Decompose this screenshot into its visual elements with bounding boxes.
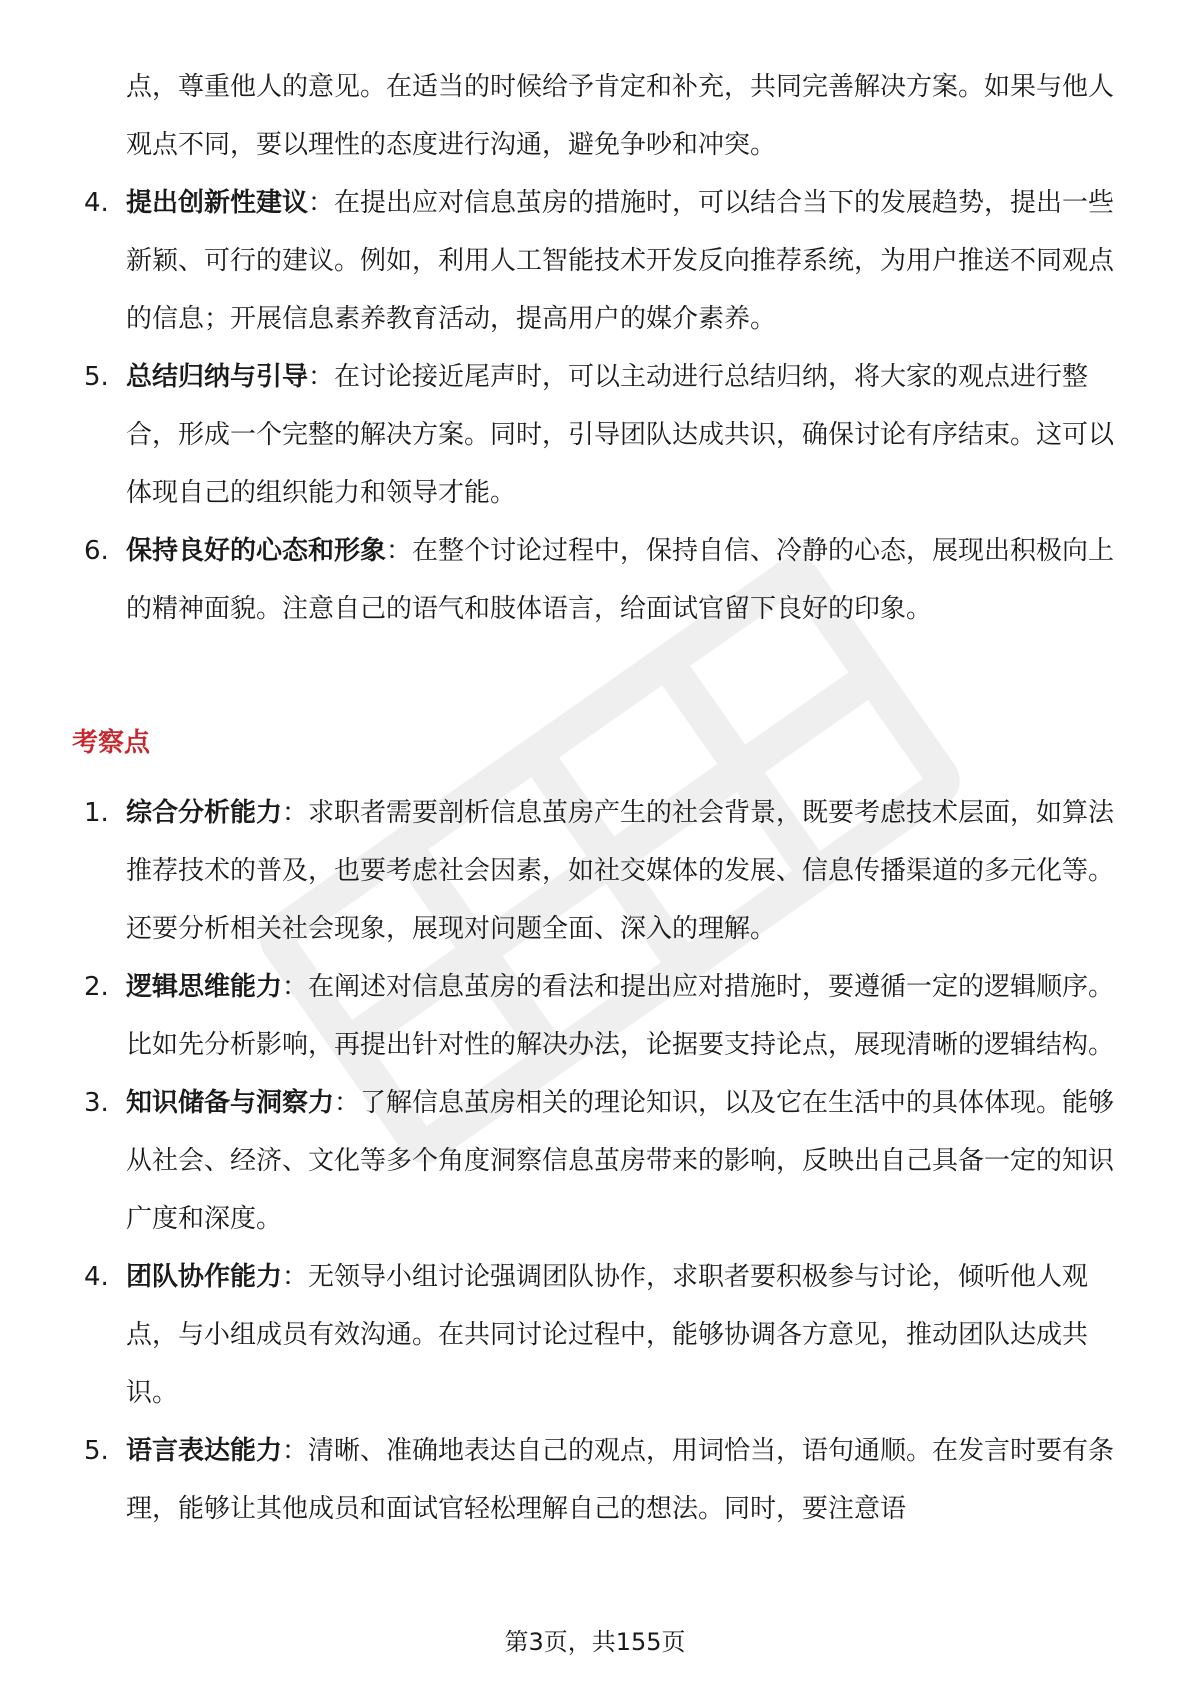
suggestions-list	[0, 174, 1116, 638]
item-number: 3.	[84, 1088, 109, 1118]
item-number: 5.	[84, 1436, 109, 1466]
item-number: 1.	[84, 798, 109, 828]
item-term: 知识储备与洞察力	[126, 1088, 335, 1118]
item-text: ：求职者需要剖析信息茧房产生的社会背景，既要考虑技术层面，如算法推荐技术的普及，也要考虑社会因素，如社交媒体的发展、信息传播渠道的多元化等。还要分析相关社会现象，展现对问题全面、深入的理解。	[126, 798, 1115, 944]
item-number: 4.	[84, 188, 109, 218]
list-item	[0, 174, 1116, 348]
item-term: 综合分析能力	[126, 798, 283, 828]
item-text: ：在阐述对信息茧房的看法和提出应对措施时，要遵循一定的逻辑顺序。比如先分析影响，再提出针对性的解决办法，论据要支持论点，展现清晰的逻辑结构。	[126, 972, 1115, 1060]
continuation-paragraph: 点，尊重他人的意见。在适当的时候给予肯定和补充，共同完善解决方案。如果与他人观点不同，要以理性的态度进行沟通，避免争吵和冲突。	[126, 72, 1115, 160]
item-text: ：了解信息茧房相关的理论知识，以及它在生活中的具体体现。能够从社会、经济、文化等多个角度洞察信息茧房带来的影响，反映出自己具备一定的知识广度和深度。	[126, 1088, 1115, 1234]
list-item	[0, 1248, 1116, 1422]
item-term: 逻辑思维能力	[126, 972, 283, 1002]
item-number: 6.	[84, 536, 109, 566]
assessment-points-list	[0, 784, 1116, 1538]
list-item	[0, 348, 1116, 522]
section-heading: 考察点	[72, 728, 151, 758]
item-text: ：清晰、准确地表达自己的观点，用词恰当，语句通顺。在发言时要有条理，能够让其他成员和面试官轻松理解自己的想法。同时，要注意语	[126, 1436, 1115, 1524]
list-item	[0, 784, 1116, 958]
page-number: 第3页，共155页	[504, 1628, 686, 1656]
item-text: ：在提出应对信息茧房的措施时，可以结合当下的发展趋势，提出一些新颖、可行的建议。例如，利用人工智能技术开发反向推荐系统，为用户推送不同观点的信息；开展信息素养教育活动，提高用户的媒介素养。	[126, 188, 1115, 334]
item-term: 提出创新性建议	[126, 188, 309, 218]
item-text: ：无领导小组讨论强调团队协作，求职者要积极参与讨论，倾听他人观点，与小组成员有效沟通。在共同讨论过程中，能够协调各方意见，推动团队达成共识。	[126, 1262, 1089, 1408]
item-text: ：在整个讨论过程中，保持自信、冷静的心态，展现出积极向上的精神面貌。注意自己的语气和肢体语言，给面试官留下良好的印象。	[126, 536, 1115, 624]
list-item	[0, 1074, 1116, 1248]
item-term: 团队协作能力	[126, 1262, 283, 1292]
item-text: ：在讨论接近尾声时，可以主动进行总结归纳，将大家的观点进行整合，形成一个完整的解决方案。同时，引导团队达成共识，确保讨论有序结束。这可以体现自己的组织能力和领导才能。	[126, 362, 1115, 508]
list-item	[0, 1422, 1116, 1538]
item-term: 保持良好的心态和形象	[126, 536, 387, 566]
item-number: 2.	[84, 972, 109, 1002]
item-term: 语言表达能力	[126, 1436, 283, 1466]
list-item	[0, 958, 1116, 1074]
item-number: 5.	[84, 362, 109, 392]
item-term: 总结归纳与引导	[126, 362, 309, 392]
list-item	[0, 522, 1116, 638]
item-number: 4.	[84, 1262, 109, 1292]
